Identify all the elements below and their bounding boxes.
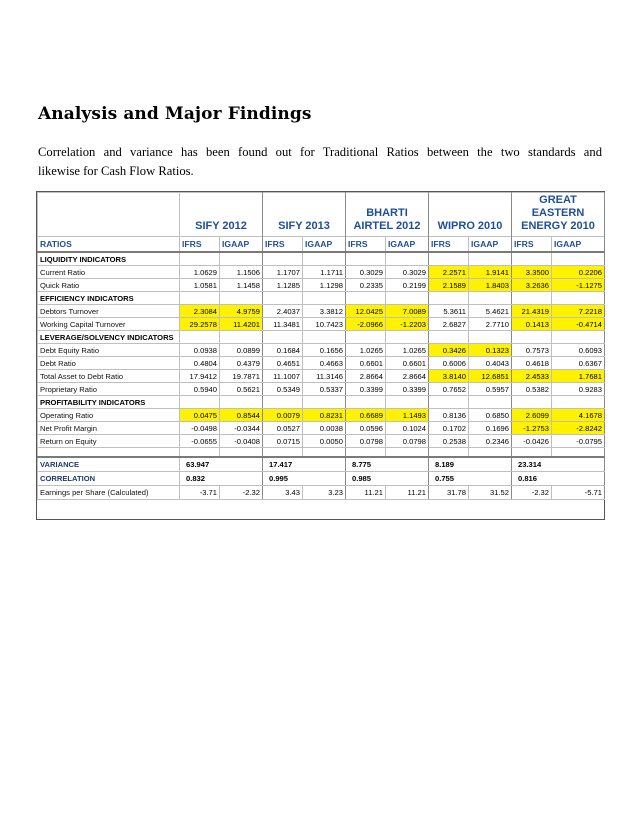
standard-ifrs: IFRS (429, 237, 469, 253)
eps-value: 31.52 (469, 486, 512, 500)
value-cell: 0.7573 (512, 344, 552, 357)
table-row (38, 279, 605, 292)
value-cell: 1.1493 (386, 409, 429, 422)
empty-cell (346, 331, 386, 344)
value-cell: -0.0426 (512, 435, 552, 448)
eps-value: 3.23 (303, 486, 346, 500)
value-cell: 0.3029 (386, 266, 429, 279)
value-cell: 0.1702 (429, 422, 469, 435)
empty-cell (552, 396, 605, 409)
corner-cell (38, 193, 180, 237)
correlation-row (38, 472, 605, 486)
empty-cell (512, 331, 552, 344)
value-cell: 0.5940 (180, 383, 220, 396)
ratio-label: Debt Equity Ratio (38, 344, 180, 357)
value-cell: 0.0050 (303, 435, 346, 448)
empty-cell (346, 292, 386, 305)
value-cell: 2.6827 (429, 318, 469, 331)
value-cell: 0.1684 (263, 344, 303, 357)
empty-cell (346, 448, 386, 458)
table-row (38, 409, 605, 422)
value-cell: 12.0425 (346, 305, 386, 318)
correlation-label: CORRELATION (38, 472, 180, 486)
value-cell: 1.1506 (220, 266, 263, 279)
ratio-table-image (36, 191, 605, 520)
value-cell: 3.8140 (429, 370, 469, 383)
value-cell: 0.0527 (263, 422, 303, 435)
value-cell: 0.8231 (303, 409, 346, 422)
value-cell: 0.4043 (469, 357, 512, 370)
value-cell: 5.4621 (469, 305, 512, 318)
empty-cell (346, 396, 386, 409)
value-cell: 1.1707 (263, 266, 303, 279)
empty-cell (512, 448, 552, 458)
value-cell: 0.0938 (180, 344, 220, 357)
empty-cell (220, 292, 263, 305)
empty-cell (38, 448, 180, 458)
value-cell: 0.0079 (263, 409, 303, 422)
value-cell: 7.0089 (386, 305, 429, 318)
section-label: PROFITABILITY INDICATORS (38, 396, 180, 409)
value-cell: 0.7652 (429, 383, 469, 396)
value-cell: 3.3500 (512, 266, 552, 279)
table-row (38, 435, 605, 448)
ratio-label: Debtors Turnover (38, 305, 180, 318)
value-cell: 2.4037 (263, 305, 303, 318)
variance-value: 23.314 (512, 457, 605, 472)
variance-row (38, 457, 605, 472)
empty-cell (220, 448, 263, 458)
value-cell: 0.6093 (552, 344, 605, 357)
value-cell: -2.0966 (346, 318, 386, 331)
empty-cell (180, 331, 220, 344)
value-cell: 1.0629 (180, 266, 220, 279)
empty-cell (386, 292, 429, 305)
eps-value: -2.32 (220, 486, 263, 500)
table-row (38, 357, 605, 370)
empty-cell (386, 396, 429, 409)
ratio-label: Debt Ratio (38, 357, 180, 370)
value-cell: 2.4533 (512, 370, 552, 383)
empty-cell (386, 252, 429, 266)
empty-cell (429, 252, 469, 266)
value-cell: 2.1589 (429, 279, 469, 292)
value-cell: 0.6006 (429, 357, 469, 370)
variance-value: 63.947 (180, 457, 263, 472)
empty-cell (303, 331, 346, 344)
value-cell: 0.8544 (220, 409, 263, 422)
empty-cell (220, 331, 263, 344)
eps-value: 11.21 (346, 486, 386, 500)
empty-cell (346, 252, 386, 266)
table-row (38, 422, 605, 435)
value-cell: 0.0596 (346, 422, 386, 435)
value-cell: 0.0715 (263, 435, 303, 448)
value-cell: -0.4714 (552, 318, 605, 331)
spacer-row (38, 448, 605, 458)
eps-value: 31.78 (429, 486, 469, 500)
value-cell: 0.6601 (346, 357, 386, 370)
company-name: SIFY 2012 (180, 193, 263, 237)
value-cell: 1.0581 (180, 279, 220, 292)
value-cell: 0.2346 (469, 435, 512, 448)
empty-cell (429, 331, 469, 344)
value-cell: 11.4201 (220, 318, 263, 331)
value-cell: 1.1711 (303, 266, 346, 279)
value-cell: 0.3426 (429, 344, 469, 357)
empty-cell (263, 448, 303, 458)
section-row (38, 292, 605, 305)
value-cell: -0.0795 (552, 435, 605, 448)
value-cell: 11.3146 (303, 370, 346, 383)
value-cell: 2.3084 (180, 305, 220, 318)
value-cell: 11.1007 (263, 370, 303, 383)
table-row (38, 305, 605, 318)
company-name: WIPRO 2010 (429, 193, 512, 237)
empty-cell (180, 448, 220, 458)
empty-cell (220, 396, 263, 409)
value-cell: 0.1656 (303, 344, 346, 357)
section-row (38, 252, 605, 266)
value-cell: 0.2335 (346, 279, 386, 292)
value-cell: 0.0899 (220, 344, 263, 357)
value-cell: 3.3812 (303, 305, 346, 318)
value-cell: 0.4663 (303, 357, 346, 370)
value-cell: 1.7681 (552, 370, 605, 383)
company-name: SIFY 2013 (263, 193, 346, 237)
empty-cell (303, 448, 346, 458)
value-cell: -0.0655 (180, 435, 220, 448)
section-label: EFFICIENCY INDICATORS (38, 292, 180, 305)
value-cell: 0.6367 (552, 357, 605, 370)
value-cell: 0.0038 (303, 422, 346, 435)
empty-cell (429, 292, 469, 305)
value-cell: 2.8664 (346, 370, 386, 383)
empty-cell (512, 252, 552, 266)
empty-cell (469, 448, 512, 458)
value-cell: 5.3611 (429, 305, 469, 318)
value-cell: 0.0475 (180, 409, 220, 422)
standard-ifrs: IFRS (512, 237, 552, 253)
value-cell: 29.2578 (180, 318, 220, 331)
ratio-label: Current Ratio (38, 266, 180, 279)
empty-cell (303, 396, 346, 409)
standard-igaap: IGAAP (220, 237, 263, 253)
standards-header-row (38, 237, 605, 253)
value-cell: 1.1298 (303, 279, 346, 292)
empty-cell (469, 292, 512, 305)
value-cell: 0.2538 (429, 435, 469, 448)
empty-cell (512, 396, 552, 409)
value-cell: 0.5382 (512, 383, 552, 396)
ratio-label: Operating Ratio (38, 409, 180, 422)
ratio-table (37, 192, 605, 500)
empty-cell (386, 331, 429, 344)
value-cell: -1.2753 (512, 422, 552, 435)
variance-value: 8.775 (346, 457, 429, 472)
empty-cell (552, 448, 605, 458)
empty-cell (386, 448, 429, 458)
value-cell: 0.8136 (429, 409, 469, 422)
empty-cell (303, 292, 346, 305)
company-header-row (38, 193, 605, 237)
value-cell: 3.2636 (512, 279, 552, 292)
value-cell: 0.0798 (346, 435, 386, 448)
company-name: GREAT EASTERN ENERGY 2010 (512, 193, 605, 237)
standard-ifrs: IFRS (180, 237, 220, 253)
value-cell: 0.3399 (346, 383, 386, 396)
value-cell: 0.4804 (180, 357, 220, 370)
value-cell: 19.7871 (220, 370, 263, 383)
intro-line-2: likewise for Cash Flow Ratios. (38, 164, 194, 178)
value-cell: 0.1696 (469, 422, 512, 435)
empty-cell (552, 331, 605, 344)
value-cell: 2.6099 (512, 409, 552, 422)
eps-value: 3.43 (263, 486, 303, 500)
correlation-value: 0.755 (429, 472, 512, 486)
value-cell: 1.1285 (263, 279, 303, 292)
value-cell: 1.1458 (220, 279, 263, 292)
value-cell: 4.9759 (220, 305, 263, 318)
value-cell: 7.2218 (552, 305, 605, 318)
intro-paragraph (38, 143, 602, 181)
section-row (38, 396, 605, 409)
eps-row (38, 486, 605, 500)
value-cell: 0.4651 (263, 357, 303, 370)
value-cell: 0.0798 (386, 435, 429, 448)
empty-cell (180, 252, 220, 266)
empty-cell (220, 252, 263, 266)
standard-igaap: IGAAP (469, 237, 512, 253)
correlation-value: 0.816 (512, 472, 605, 486)
value-cell: 0.5621 (220, 383, 263, 396)
standard-igaap: IGAAP (386, 237, 429, 253)
table-row (38, 383, 605, 396)
value-cell: 1.8403 (469, 279, 512, 292)
ratio-label: Total Asset to Debt Ratio (38, 370, 180, 383)
empty-cell (469, 396, 512, 409)
empty-cell (429, 448, 469, 458)
section-heading: Analysis and Major Findings (38, 104, 312, 124)
value-cell: 4.1678 (552, 409, 605, 422)
value-cell: 0.9283 (552, 383, 605, 396)
value-cell: 2.8664 (386, 370, 429, 383)
ratio-label: Net Profit Margin (38, 422, 180, 435)
variance-value: 17.417 (263, 457, 346, 472)
empty-cell (180, 292, 220, 305)
empty-cell (180, 396, 220, 409)
value-cell: 2.7710 (469, 318, 512, 331)
empty-cell (263, 292, 303, 305)
variance-value: 8.189 (429, 457, 512, 472)
value-cell: -0.0408 (220, 435, 263, 448)
empty-cell (552, 252, 605, 266)
value-cell: 0.3029 (346, 266, 386, 279)
correlation-value: 0.832 (180, 472, 263, 486)
ratios-label: RATIOS (38, 237, 180, 253)
value-cell: 1.0265 (386, 344, 429, 357)
ratio-label: Quick Ratio (38, 279, 180, 292)
value-cell: 0.4618 (512, 357, 552, 370)
standard-ifrs: IFRS (346, 237, 386, 253)
eps-value: -5.71 (552, 486, 605, 500)
eps-value: -2.32 (512, 486, 552, 500)
value-cell: 0.6689 (346, 409, 386, 422)
ratio-label: Working Capital Turnover (38, 318, 180, 331)
table-row (38, 318, 605, 331)
empty-cell (429, 396, 469, 409)
eps-label: Earnings per Share (Calculated) (38, 486, 180, 500)
standard-ifrs: IFRS (263, 237, 303, 253)
value-cell: 0.1413 (512, 318, 552, 331)
value-cell: 0.5349 (263, 383, 303, 396)
value-cell: 0.5337 (303, 383, 346, 396)
table-row (38, 266, 605, 279)
section-label: LIQUIDITY INDICATORS (38, 252, 180, 266)
empty-cell (263, 252, 303, 266)
empty-cell (552, 292, 605, 305)
table-row (38, 370, 605, 383)
ratio-label: Proprietary Ratio (38, 383, 180, 396)
value-cell: 0.5957 (469, 383, 512, 396)
intro-line-1: Correlation and variance has been found out for Traditional Ratios between the two standards and (38, 145, 602, 159)
empty-cell (263, 331, 303, 344)
value-cell: 17.9412 (180, 370, 220, 383)
value-cell: 0.1323 (469, 344, 512, 357)
eps-value: 11.21 (386, 486, 429, 500)
value-cell: -1.2203 (386, 318, 429, 331)
value-cell: -1.1275 (552, 279, 605, 292)
value-cell: 12.6851 (469, 370, 512, 383)
empty-cell (512, 292, 552, 305)
value-cell: 1.0265 (346, 344, 386, 357)
value-cell: 0.6850 (469, 409, 512, 422)
value-cell: -0.0498 (180, 422, 220, 435)
value-cell: 1.9141 (469, 266, 512, 279)
standard-igaap: IGAAP (552, 237, 605, 253)
value-cell: 10.7423 (303, 318, 346, 331)
section-label: LEVERAGE/SOLVENCY INDICATORS (38, 331, 180, 344)
value-cell: 0.4379 (220, 357, 263, 370)
value-cell: 0.3399 (386, 383, 429, 396)
section-row (38, 331, 605, 344)
ratio-label: Return on Equity (38, 435, 180, 448)
company-name: BHARTI AIRTEL 2012 (346, 193, 429, 237)
value-cell: 11.3481 (263, 318, 303, 331)
empty-cell (263, 396, 303, 409)
value-cell: 2.2571 (429, 266, 469, 279)
value-cell: 0.2199 (386, 279, 429, 292)
value-cell: -0.0344 (220, 422, 263, 435)
variance-label: VARIANCE (38, 457, 180, 472)
value-cell: -2.8242 (552, 422, 605, 435)
correlation-value: 0.995 (263, 472, 346, 486)
empty-cell (303, 252, 346, 266)
value-cell: 0.2206 (552, 266, 605, 279)
empty-cell (469, 252, 512, 266)
value-cell: 0.6601 (386, 357, 429, 370)
correlation-value: 0.985 (346, 472, 429, 486)
table-row (38, 344, 605, 357)
eps-value: -3.71 (180, 486, 220, 500)
standard-igaap: IGAAP (303, 237, 346, 253)
empty-cell (469, 331, 512, 344)
value-cell: 0.1024 (386, 422, 429, 435)
value-cell: 21.4319 (512, 305, 552, 318)
